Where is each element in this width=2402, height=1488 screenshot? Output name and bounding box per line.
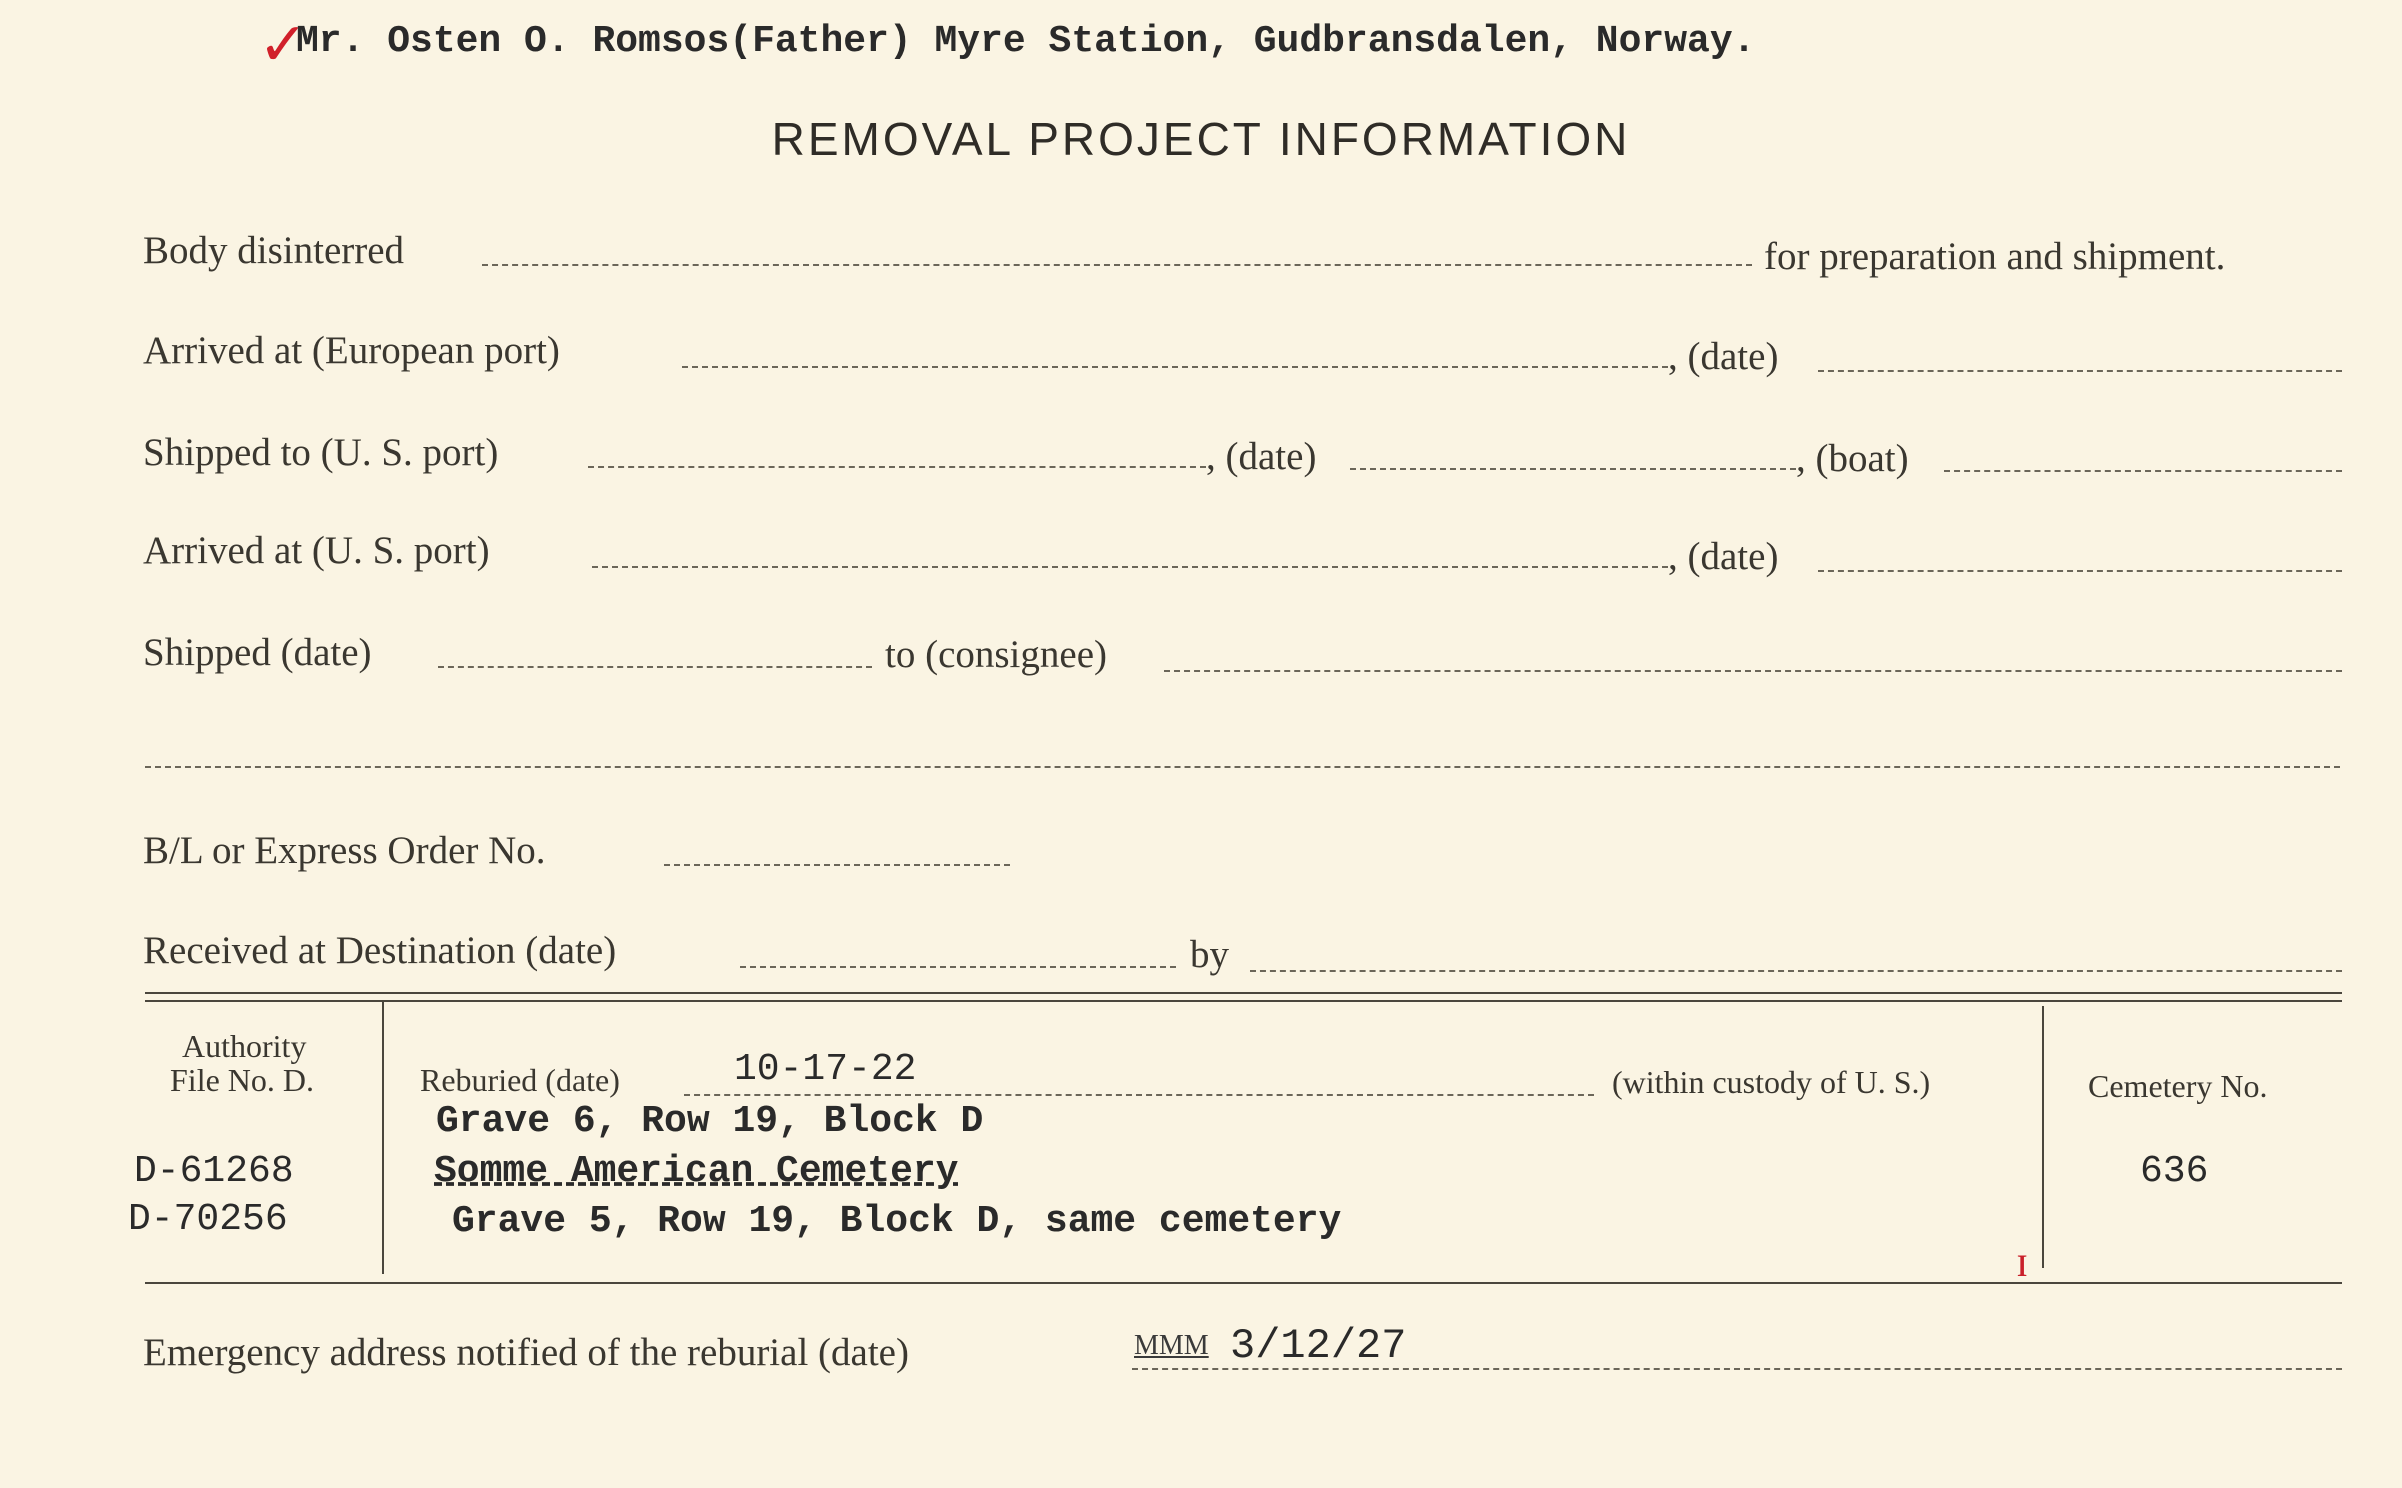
received-by-field xyxy=(1250,970,2342,972)
check-mark-icon: ✓ xyxy=(258,10,309,80)
received-date-field xyxy=(740,966,1176,968)
shipped-to-label: Shipped to (U. S. port) xyxy=(143,431,499,474)
arrived-us-label: Arrived at (U. S. port) xyxy=(143,529,490,572)
body-disinterred-label: Body disinterred xyxy=(143,229,405,272)
grave-line-3: Grave 5, Row 19, Block D, same cemetery xyxy=(452,1200,1342,1243)
file-no-label: File No. D. xyxy=(170,1062,314,1098)
red-initial-mark: ɪ xyxy=(2016,1237,2029,1286)
reburied-label: Reburied (date) xyxy=(420,1062,620,1098)
emergency-label: Emergency address notified of the reburial (date) xyxy=(143,1331,909,1374)
page-title: REMOVAL PROJECT INFORMATION xyxy=(771,113,1631,165)
arrived-european-field xyxy=(682,366,1668,368)
box-top-rule-1 xyxy=(145,992,2342,994)
shipped-date-field xyxy=(438,666,872,668)
arrived-us-field xyxy=(592,566,1668,568)
cemetery-no-label: Cemetery No. xyxy=(2088,1068,2268,1104)
body-disinterred-suffix: for preparation and shipment. xyxy=(1764,235,2226,278)
consignee-field xyxy=(1164,670,2342,672)
grave-line-1: Grave 6, Row 19, Block D xyxy=(436,1100,984,1143)
cemetery-no-value: 636 xyxy=(2140,1150,2209,1193)
shipped-to-date-field xyxy=(1350,468,1796,470)
box-divider-right xyxy=(2042,1006,2044,1268)
emergency-initials: MMM xyxy=(1134,1330,1209,1361)
arrived-european-label: Arrived at (European port) xyxy=(143,329,560,372)
consignee-label: to (consignee) xyxy=(885,633,1108,676)
emergency-date-field xyxy=(1132,1368,2342,1370)
addressee-line: Mr. Osten O. Romsos(Father) Myre Station, Gudbransdalen, Norway. xyxy=(296,20,1756,63)
arrived-us-date-label: , (date) xyxy=(1668,535,1779,578)
received-label: Received at Destination (date) xyxy=(143,929,617,972)
shipped-to-boat-field xyxy=(1944,470,2342,472)
grave-line-2: Somme American Cemetery xyxy=(434,1150,959,1193)
shipped-to-field xyxy=(588,466,1206,468)
body-disinterred-field xyxy=(482,264,1752,266)
shipped-to-date-label: , (date) xyxy=(1206,435,1317,478)
file-number-2: D-70256 xyxy=(128,1198,288,1241)
consignee-continuation-field xyxy=(145,766,2340,768)
shipped-date-label: Shipped (date) xyxy=(143,631,372,674)
shipped-to-boat-label: , (boat) xyxy=(1796,437,1909,480)
emergency-date-value: 3/12/27 xyxy=(1230,1322,1407,1370)
bl-express-field xyxy=(664,864,1010,866)
box-divider-left xyxy=(382,1002,384,1274)
file-number-1: D-61268 xyxy=(134,1150,294,1193)
arrived-us-date-field xyxy=(1818,570,2342,572)
box-bottom-rule xyxy=(145,1282,2342,1284)
reburied-date-field xyxy=(684,1094,1594,1096)
authority-label: Authority xyxy=(182,1028,307,1064)
bl-express-label: B/L or Express Order No. xyxy=(143,829,546,872)
arrived-european-date-field xyxy=(1818,370,2342,372)
arrived-european-date-label: , (date) xyxy=(1668,335,1779,378)
box-top-rule-2 xyxy=(145,1000,2342,1002)
received-by-label: by xyxy=(1190,933,1229,976)
custody-label: (within custody of U. S.) xyxy=(1612,1064,1931,1100)
reburied-date-value: 10-17-22 xyxy=(734,1048,917,1091)
